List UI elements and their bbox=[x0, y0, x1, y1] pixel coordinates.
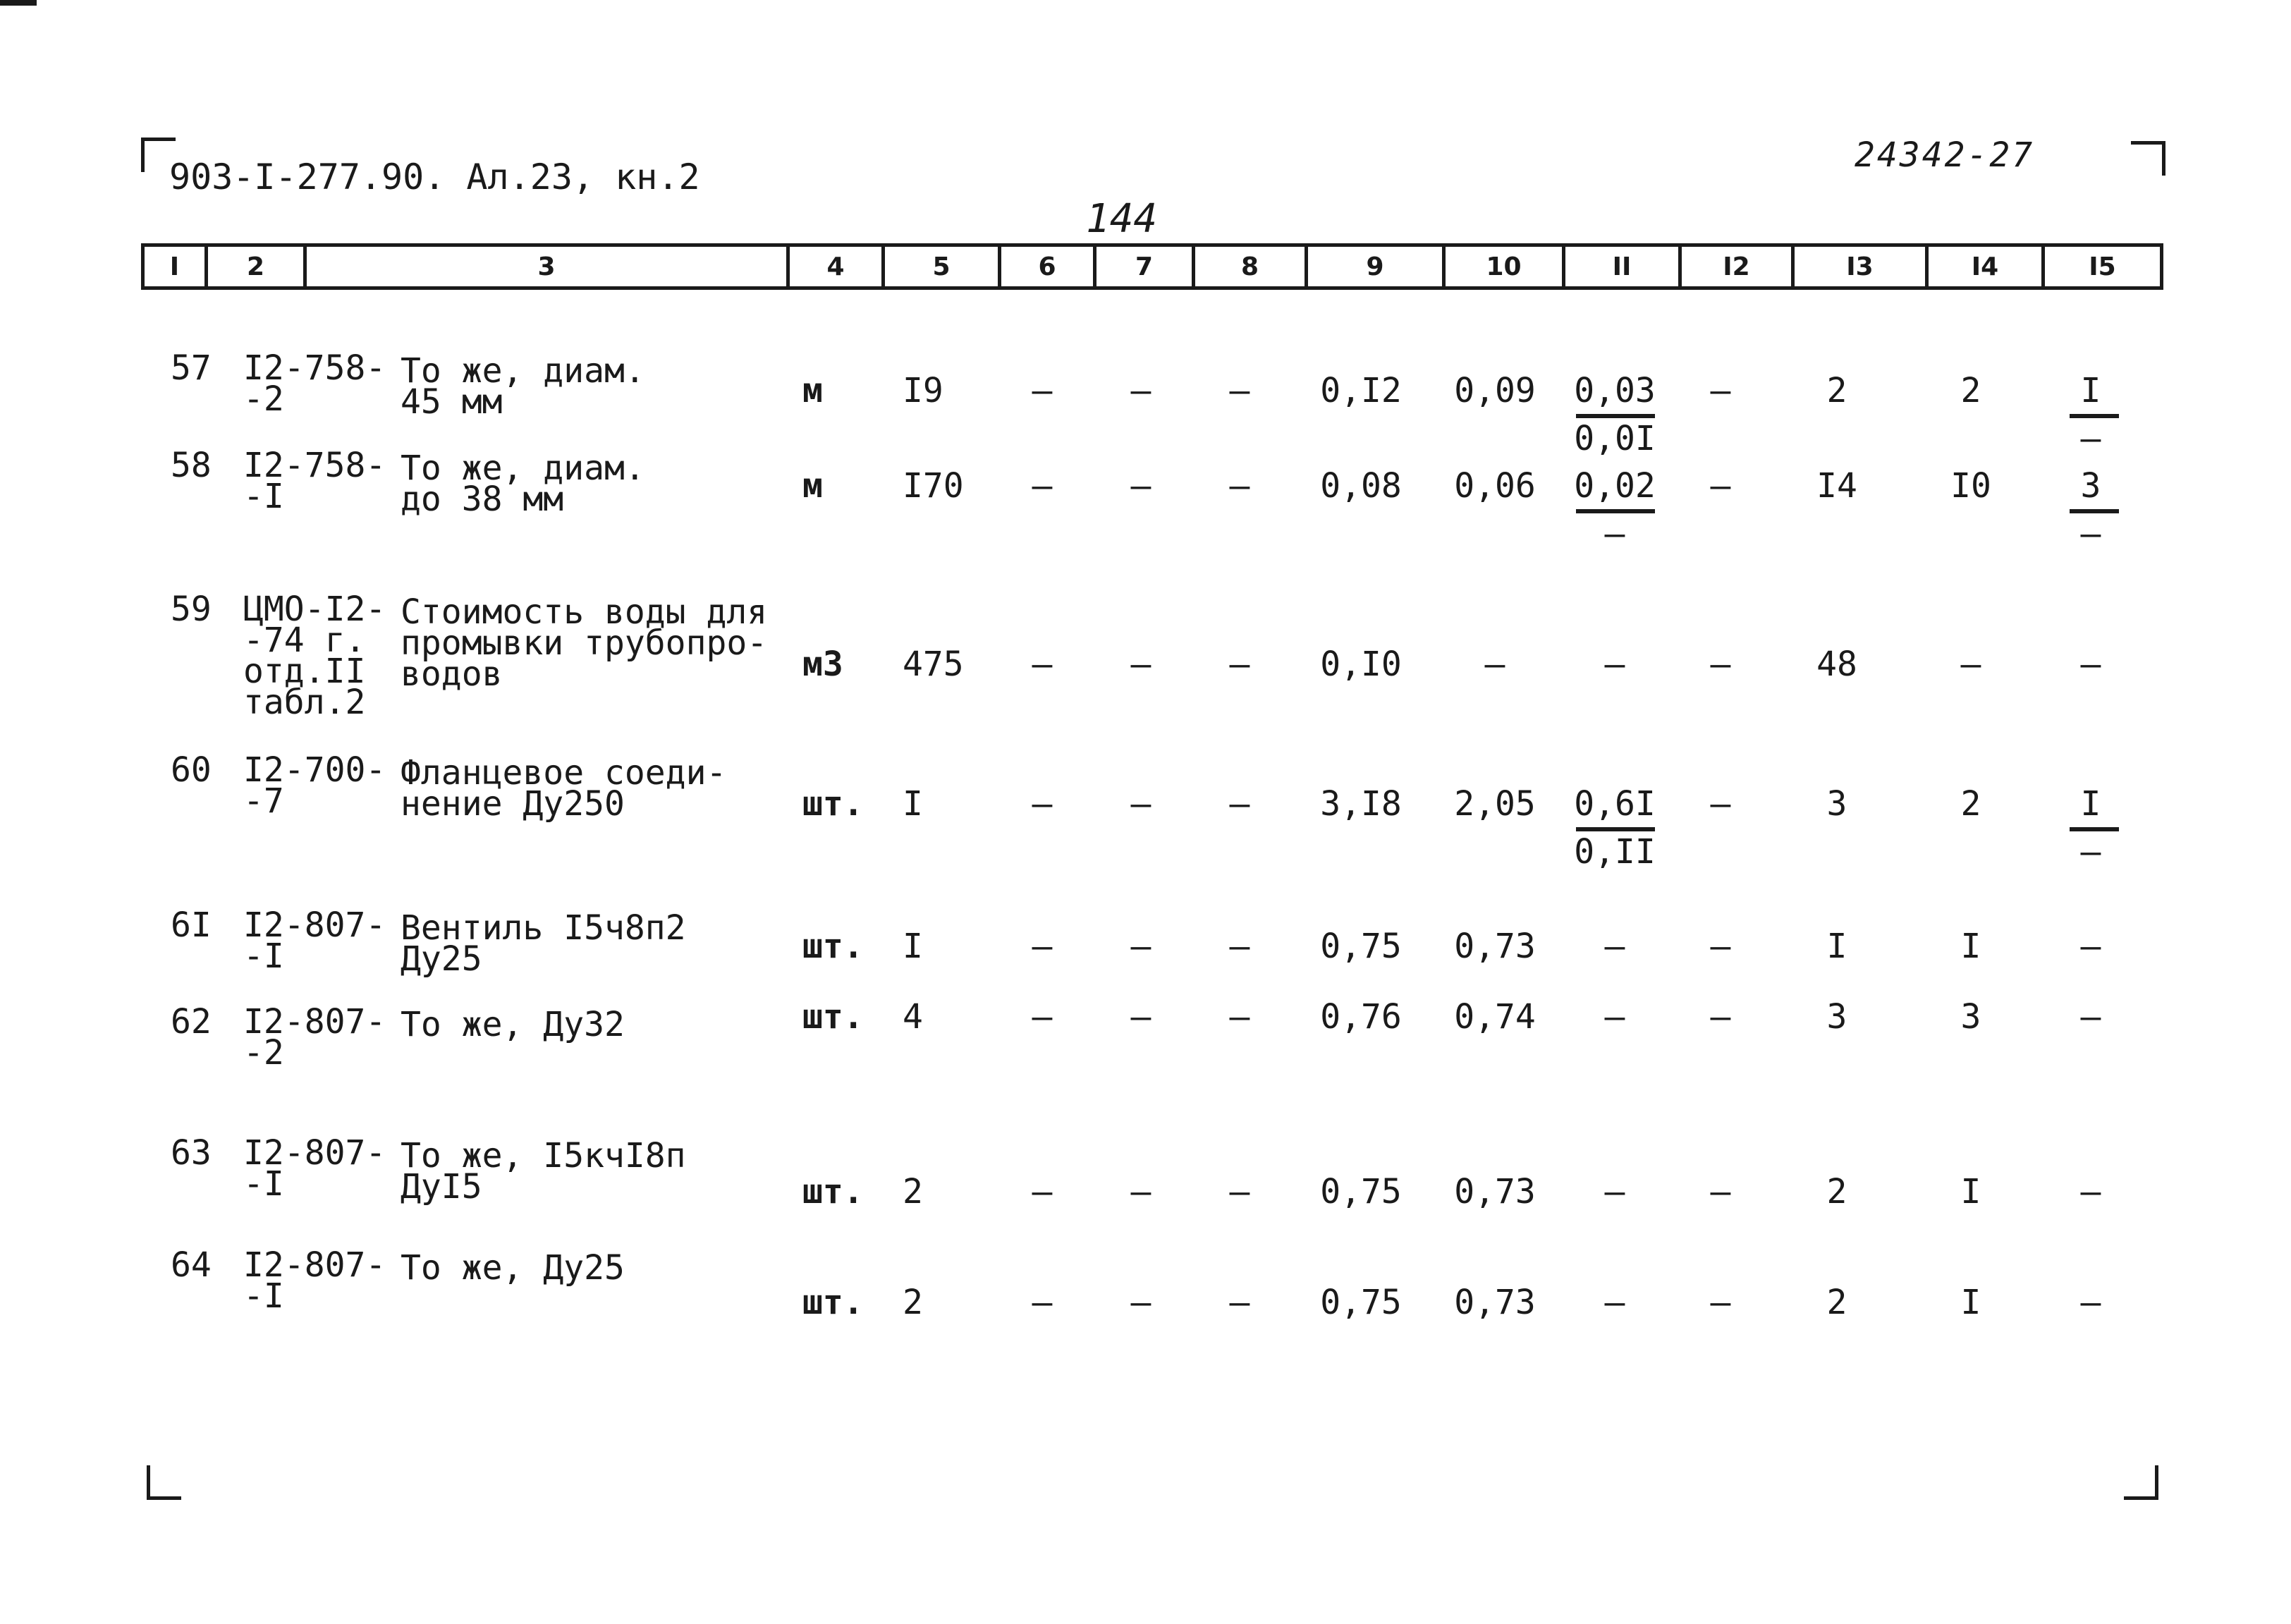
value-cell-c7: – bbox=[1130, 1172, 1151, 1211]
value-cell-c15-sub: – bbox=[2080, 832, 2101, 872]
norm-code: ЦМО-I2- -74 г. отд.II табл.2 bbox=[243, 590, 386, 722]
quantity-cell: I bbox=[903, 927, 923, 966]
value-cell-c12: – bbox=[1710, 645, 1731, 684]
value-cell-c15: – bbox=[2080, 645, 2101, 684]
column-header-13: I3 bbox=[1791, 243, 1925, 290]
item-description: То же, диам. 45 мм bbox=[401, 351, 645, 422]
value-cell-c9: 0,76 bbox=[1320, 997, 1402, 1037]
value-cell-c13: 48 bbox=[1816, 645, 1857, 684]
page-number: 144 bbox=[1086, 196, 1158, 242]
unit-cell: шт. bbox=[802, 927, 864, 966]
value-cell-c11: – bbox=[1604, 645, 1625, 684]
value-cell-c12: – bbox=[1710, 997, 1731, 1037]
item-description: То же, Ду32 bbox=[401, 1005, 625, 1044]
item-description: Фланцевое соеди- нение Ду250 bbox=[401, 753, 727, 824]
value-cell-c13: 2 bbox=[1826, 1283, 1847, 1322]
corner-mark-top-left bbox=[141, 138, 176, 172]
item-description: Вентиль I5ч8п2 Ду25 bbox=[401, 908, 686, 979]
value-cell-c15: – bbox=[2080, 927, 2101, 966]
value-cell-c7: – bbox=[1130, 784, 1151, 824]
document-code: 903-I-277.90. Ал.23, кн.2 bbox=[169, 157, 700, 197]
value-cell-c14: – bbox=[1960, 645, 1981, 684]
value-cell-c14: I bbox=[1960, 1172, 1981, 1211]
value-cell-c6: – bbox=[1032, 784, 1053, 824]
fraction-line bbox=[1576, 827, 1655, 831]
value-cell-c13: 2 bbox=[1826, 371, 1847, 410]
value-cell-c8: – bbox=[1229, 997, 1250, 1037]
value-cell-c9: 0,I0 bbox=[1320, 645, 1402, 684]
unit-cell: м3 bbox=[802, 645, 843, 684]
value-cell-c9: 0,75 bbox=[1320, 1283, 1402, 1322]
row-number: 60 bbox=[171, 750, 212, 790]
value-cell-c7: – bbox=[1130, 466, 1151, 506]
value-cell-c10: 0,73 bbox=[1454, 1172, 1536, 1211]
corner-mark-bottom-left bbox=[147, 1465, 181, 1500]
row-number: 63 bbox=[171, 1133, 212, 1173]
norm-code: I2-807- -I bbox=[243, 1245, 386, 1316]
column-header-10: 10 bbox=[1442, 243, 1562, 290]
row-number: 57 bbox=[171, 348, 212, 388]
value-cell-c14: I bbox=[1960, 1283, 1981, 1322]
item-description: То же, Ду25 bbox=[401, 1248, 625, 1288]
value-cell-c12: – bbox=[1710, 784, 1731, 824]
value-cell-c12: – bbox=[1710, 1283, 1731, 1322]
column-header-6: 6 bbox=[998, 243, 1093, 290]
value-cell-c7: – bbox=[1130, 997, 1151, 1037]
column-header-2: 2 bbox=[204, 243, 303, 290]
value-cell-c13: I4 bbox=[1816, 466, 1857, 506]
item-description: То же, диам. до 38 мм bbox=[401, 448, 645, 519]
value-cell-c8: – bbox=[1229, 1283, 1250, 1322]
value-cell-c8: – bbox=[1229, 927, 1250, 966]
value-cell-c9: 3,I8 bbox=[1320, 784, 1402, 824]
document-number: 24342-27 bbox=[1855, 135, 2035, 175]
value-cell-c7: – bbox=[1130, 927, 1151, 966]
value-cell-c14: 2 bbox=[1960, 371, 1981, 410]
fraction-line bbox=[2070, 827, 2119, 831]
value-cell-c6: – bbox=[1032, 371, 1053, 410]
value-cell-c13: I bbox=[1826, 927, 1847, 966]
value-cell-c10: 0,73 bbox=[1454, 927, 1536, 966]
unit-cell: шт. bbox=[802, 1172, 864, 1211]
column-header-14: I4 bbox=[1925, 243, 2041, 290]
value-cell-c11: – bbox=[1604, 997, 1625, 1037]
value-cell-c13: 2 bbox=[1826, 1172, 1847, 1211]
unit-cell: м bbox=[802, 371, 823, 410]
value-cell-c11: – bbox=[1604, 1283, 1625, 1322]
unit-cell: шт. bbox=[802, 997, 864, 1037]
value-cell-c8: – bbox=[1229, 1172, 1250, 1211]
norm-code: I2-807- -I bbox=[243, 1133, 386, 1204]
value-cell-c15: – bbox=[2080, 997, 2101, 1037]
value-cell-c11: 0,02 bbox=[1574, 466, 1656, 506]
value-cell-c7: – bbox=[1130, 645, 1151, 684]
value-cell-c12: – bbox=[1710, 371, 1731, 410]
fraction-line bbox=[2070, 414, 2119, 418]
value-cell-c10: – bbox=[1484, 645, 1505, 684]
value-cell-c9: 0,I2 bbox=[1320, 371, 1402, 410]
value-cell-c15: – bbox=[2080, 1283, 2101, 1322]
value-cell-c11: 0,03 bbox=[1574, 371, 1656, 410]
norm-code: I2-807- -2 bbox=[243, 1002, 386, 1073]
value-cell-c7: – bbox=[1130, 1283, 1151, 1322]
column-header-3: 3 bbox=[303, 243, 786, 290]
value-cell-c12: – bbox=[1710, 466, 1731, 506]
value-cell-c11: – bbox=[1604, 927, 1625, 966]
item-description: То же, I5кчI8п ДуI5 bbox=[401, 1136, 686, 1207]
value-cell-c9: 0,75 bbox=[1320, 927, 1402, 966]
column-header-11: II bbox=[1562, 243, 1678, 290]
value-cell-c14: I0 bbox=[1950, 466, 1991, 506]
value-cell-c6: – bbox=[1032, 1283, 1053, 1322]
value-cell-c11-sub: – bbox=[1604, 514, 1625, 554]
value-cell-c10: 2,05 bbox=[1454, 784, 1536, 824]
value-cell-c8: – bbox=[1229, 466, 1250, 506]
value-cell-c10: 0,74 bbox=[1454, 997, 1536, 1037]
value-cell-c6: – bbox=[1032, 997, 1053, 1037]
unit-cell: шт. bbox=[802, 1283, 864, 1322]
value-cell-c11: 0,6I bbox=[1574, 784, 1656, 824]
value-cell-c11-sub: 0,II bbox=[1574, 832, 1656, 872]
value-cell-c7: – bbox=[1130, 371, 1151, 410]
row-number: 6I bbox=[171, 905, 212, 945]
value-cell-c12: – bbox=[1710, 1172, 1731, 1211]
quantity-cell: I70 bbox=[903, 466, 964, 506]
fraction-line bbox=[1576, 509, 1655, 513]
value-cell-c8: – bbox=[1229, 371, 1250, 410]
row-number: 62 bbox=[171, 1002, 212, 1042]
quantity-cell: 475 bbox=[903, 645, 964, 684]
value-cell-c15: I bbox=[2080, 784, 2101, 824]
value-cell-c15: I bbox=[2080, 371, 2101, 410]
corner-mark-top-right bbox=[2131, 141, 2165, 176]
unit-cell: шт. bbox=[802, 784, 864, 824]
column-header-7: 7 bbox=[1093, 243, 1192, 290]
item-description: Стоимость воды для промывки трубопро- водов bbox=[401, 592, 768, 694]
column-header-4: 4 bbox=[786, 243, 881, 290]
value-cell-c9: 0,75 bbox=[1320, 1172, 1402, 1211]
value-cell-c8: – bbox=[1229, 784, 1250, 824]
value-cell-c15: – bbox=[2080, 1172, 2101, 1211]
quantity-cell: I bbox=[903, 784, 923, 824]
row-number: 58 bbox=[171, 446, 212, 485]
value-cell-c14: 2 bbox=[1960, 784, 1981, 824]
row-number: 59 bbox=[171, 590, 212, 629]
quantity-cell: 2 bbox=[903, 1172, 923, 1211]
value-cell-c14: 3 bbox=[1960, 997, 1981, 1037]
value-cell-c15-sub: – bbox=[2080, 419, 2101, 458]
quantity-cell: 2 bbox=[903, 1283, 923, 1322]
value-cell-c13: 3 bbox=[1826, 997, 1847, 1037]
value-cell-c6: – bbox=[1032, 927, 1053, 966]
column-header-1: I bbox=[141, 243, 204, 290]
value-cell-c13: 3 bbox=[1826, 784, 1847, 824]
column-header-15: I5 bbox=[2041, 243, 2163, 290]
value-cell-c15: 3 bbox=[2080, 466, 2101, 506]
column-header-9: 9 bbox=[1305, 243, 1442, 290]
norm-code: I2-758- -2 bbox=[243, 348, 386, 419]
corner-mark-bottom-right bbox=[2124, 1465, 2158, 1500]
fraction-line bbox=[1576, 414, 1655, 418]
column-header-12: I2 bbox=[1678, 243, 1791, 290]
column-header-8: 8 bbox=[1192, 243, 1305, 290]
value-cell-c10: 0,06 bbox=[1454, 466, 1536, 506]
quantity-cell: I9 bbox=[903, 371, 943, 410]
norm-code: I2-700- -7 bbox=[243, 750, 386, 821]
norm-code: I2-758- -I bbox=[243, 446, 386, 516]
value-cell-c11: – bbox=[1604, 1172, 1625, 1211]
value-cell-c10: 0,09 bbox=[1454, 371, 1536, 410]
value-cell-c15-sub: – bbox=[2080, 514, 2101, 554]
value-cell-c11-sub: 0,0I bbox=[1574, 419, 1656, 458]
page-number-dash-right bbox=[0, 3, 37, 6]
quantity-cell: 4 bbox=[903, 997, 923, 1037]
row-number: 64 bbox=[171, 1245, 212, 1285]
unit-cell: м bbox=[802, 466, 823, 506]
value-cell-c8: – bbox=[1229, 645, 1250, 684]
value-cell-c12: – bbox=[1710, 927, 1731, 966]
column-header-5: 5 bbox=[881, 243, 998, 290]
value-cell-c6: – bbox=[1032, 645, 1053, 684]
value-cell-c9: 0,08 bbox=[1320, 466, 1402, 506]
fraction-line bbox=[2070, 509, 2119, 513]
value-cell-c10: 0,73 bbox=[1454, 1283, 1536, 1322]
value-cell-c14: I bbox=[1960, 927, 1981, 966]
value-cell-c6: – bbox=[1032, 1172, 1053, 1211]
norm-code: I2-807- -I bbox=[243, 905, 386, 976]
value-cell-c6: – bbox=[1032, 466, 1053, 506]
